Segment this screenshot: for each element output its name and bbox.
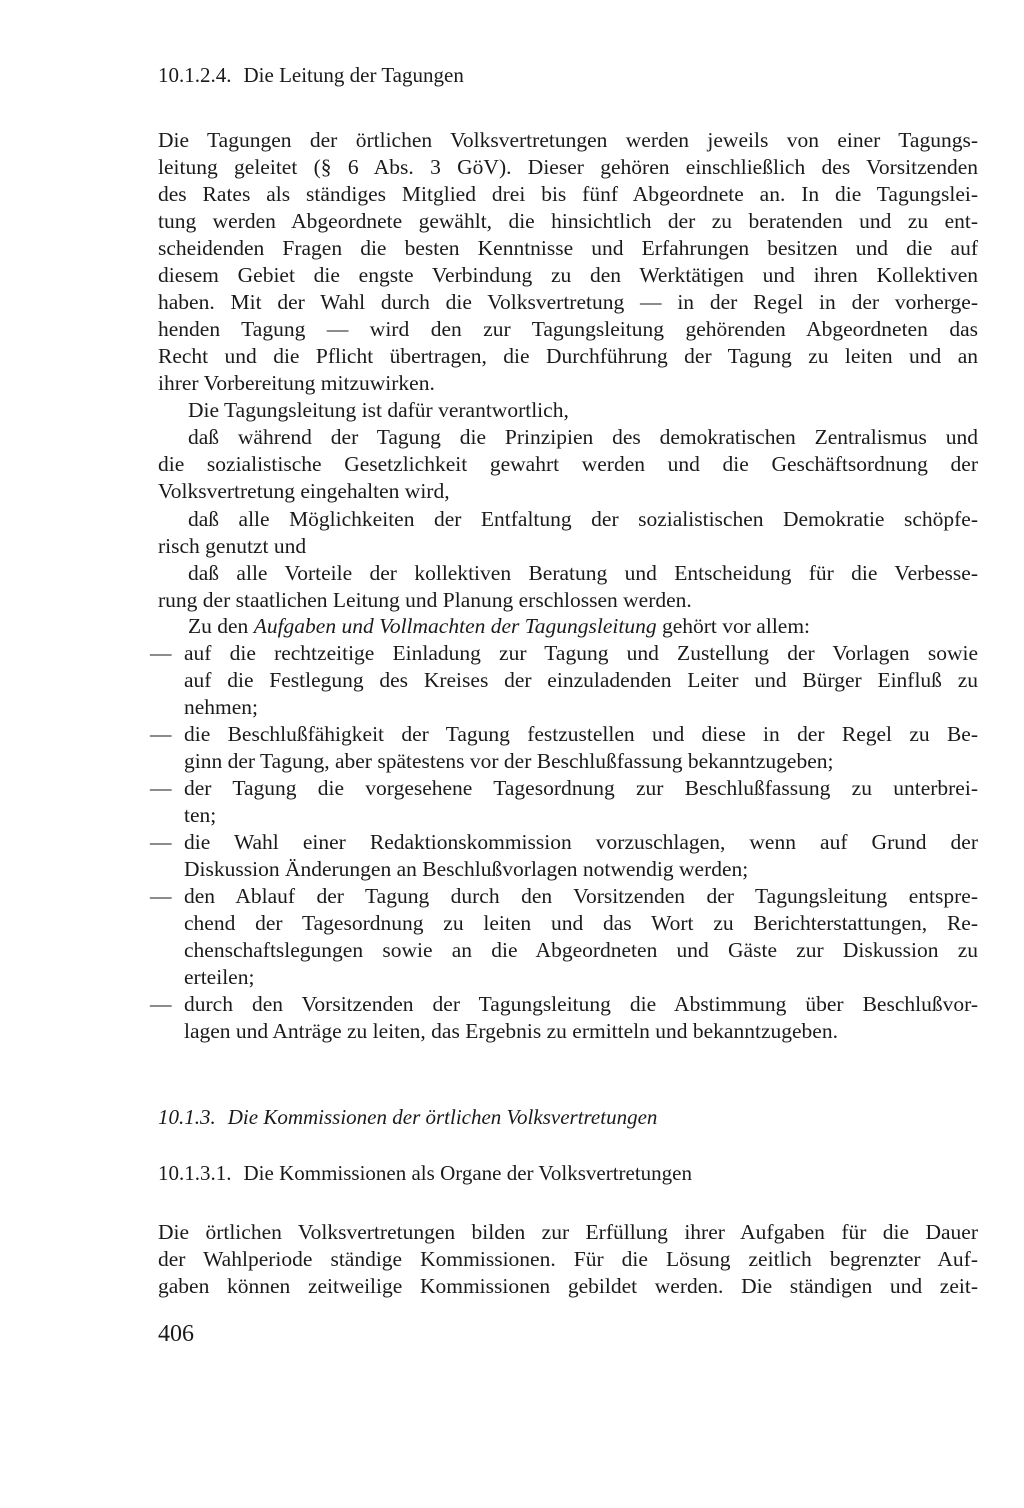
- text-line: gaben können zeitweilige Kommissionen gebildet werden. Die ständigen und zeit-: [158, 1274, 978, 1298]
- text-line: henden Tagung — wird den zur Tagungsleitung gehörenden Abgeordneten das: [158, 317, 978, 341]
- list-dash: —: [150, 992, 172, 1016]
- text-line: des Rates als ständiges Mitglied drei bis fünf Abgeordnete an. In die Tagungslei-: [158, 182, 978, 206]
- section-number: 10.1.3.: [158, 1105, 216, 1129]
- text-segment: Zu den: [188, 614, 254, 638]
- list-dash: —: [150, 776, 172, 800]
- text-line: daß alle Möglichkeiten der Entfaltung der sozialistischen Demokratie schöpfe-: [188, 507, 978, 531]
- text-segment: gehört vor allem:: [656, 614, 811, 638]
- section-heading-10131: [158, 1160, 692, 1186]
- list-item-line: die Wahl einer Redaktionskommission vorzuschlagen, wenn auf Grund der: [184, 830, 978, 854]
- text-line: Die Tagungen der örtlichen Volksvertretungen werden jeweils von einer Tagungs-: [158, 128, 978, 152]
- list-item-line: Diskussion Änderungen an Beschlußvorlagen notwendig werden;: [184, 857, 749, 881]
- section-heading-10124: [158, 62, 464, 88]
- list-dash: —: [150, 884, 172, 908]
- list-dash: —: [150, 722, 172, 746]
- list-item-line: nehmen;: [184, 695, 259, 719]
- text-line: der Wahlperiode ständige Kommissionen. Für die Lösung zeitlich begrenzter Auf-: [158, 1247, 978, 1271]
- text-line: Recht und die Pflicht übertragen, die Durchführung der Tagung zu leiten und an: [158, 344, 978, 368]
- text-line: Die Tagungsleitung ist dafür verantwortlich,: [188, 398, 569, 422]
- text-line: risch genutzt und: [158, 534, 307, 558]
- list-dash: —: [150, 830, 172, 854]
- emphasis-text: Aufgaben und Vollmachten der Tagungsleitung: [253, 614, 657, 638]
- list-item-line: ten;: [184, 803, 217, 827]
- list-item-line: chenschaftslegungen sowie an die Abgeordneten und Gäste zur Diskussion zu: [184, 938, 978, 962]
- text-line-aufgaben: [188, 613, 978, 640]
- list-dash: —: [150, 641, 172, 665]
- text-line: daß während der Tagung die Prinzipien des demokratischen Zentralismus und: [188, 425, 978, 449]
- list-item-line: durch den Vorsitzenden der Tagungsleitung die Abstimmung über Beschlußvor-: [184, 992, 978, 1016]
- section-title: Die Leitung der Tagungen: [243, 63, 464, 87]
- text-line: diesem Gebiet die engste Verbindung zu den Werktätigen und ihren Kollektiven: [158, 263, 978, 287]
- text-line: die sozialistische Gesetzlichkeit gewahrt werden und die Geschäftsordnung der: [158, 452, 978, 476]
- text-line: Die örtlichen Volksvertretungen bilden zur Erfüllung ihrer Aufgaben für die Dauer: [158, 1220, 978, 1244]
- section-number: 10.1.3.1.: [158, 1161, 232, 1185]
- list-item-line: chend der Tagesordnung zu leiten und das Wort zu Berichterstattungen, Re-: [184, 911, 978, 935]
- list-item-line: ginn der Tagung, aber spätestens vor der Beschlußfassung bekanntzugeben;: [184, 749, 834, 773]
- section-number: 10.1.2.4.: [158, 63, 232, 87]
- text-line: rung der staatlichen Leitung und Planung erschlossen werden.: [158, 588, 692, 612]
- page-number: 406: [158, 1321, 194, 1347]
- text-line: scheidenden Fragen die besten Kenntnisse und Erfahrungen besitzen und die auf: [158, 236, 978, 260]
- list-item-line: auf die rechtzeitige Einladung zur Tagung und Zustellung der Vorlagen sowie: [184, 641, 978, 665]
- text-line: haben. Mit der Wahl durch die Volksvertretung — in der Regel in der vorherge-: [158, 290, 978, 314]
- list-item-line: den Ablauf der Tagung durch den Vorsitzenden der Tagungsleitung entspre-: [184, 884, 978, 908]
- text-line: daß alle Vorteile der kollektiven Beratung und Entscheidung für die Verbesse-: [188, 561, 978, 585]
- text-line: ihrer Vorbereitung mitzuwirken.: [158, 371, 435, 395]
- section-title: Die Kommissionen als Organe der Volksvertretungen: [243, 1161, 693, 1185]
- list-item-line: auf die Festlegung des Kreises der einzuladenden Leiter und Bürger Einfluß zu: [184, 668, 978, 692]
- text-line: Volksvertretung eingehalten wird,: [158, 479, 450, 503]
- section-title: Die Kommissionen der örtlichen Volksvertretungen: [227, 1105, 658, 1129]
- list-item-line: die Beschlußfähigkeit der Tagung festzustellen und diese in der Regel zu Be-: [184, 722, 978, 746]
- list-item-line: der Tagung die vorgesehene Tagesordnung zur Beschlußfassung zu unterbrei-: [184, 776, 978, 800]
- list-item-line: erteilen;: [184, 965, 255, 989]
- text-line: tung werden Abgeordnete gewählt, die hinsichtlich der zu beratenden und zu ent-: [158, 209, 978, 233]
- list-item-line: lagen und Anträge zu leiten, das Ergebnis zu ermitteln und bekanntzugeben.: [184, 1019, 838, 1043]
- text-line: leitung geleitet (§ 6 Abs. 3 GöV). Dieser gehören einschließlich des Vorsitzenden: [158, 155, 978, 179]
- section-heading-1013: [158, 1104, 657, 1130]
